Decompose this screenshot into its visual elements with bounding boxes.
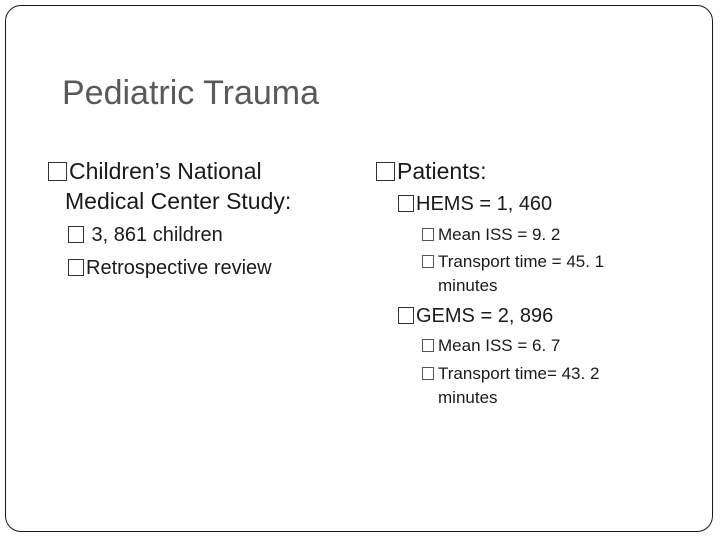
bullet-icon bbox=[398, 195, 414, 212]
sub-bullet-children bbox=[68, 224, 223, 247]
bullet-icon bbox=[422, 255, 434, 268]
detail-hems-transport-text: Transport time = 45. 1 bbox=[438, 252, 605, 271]
bullet-icon bbox=[422, 367, 434, 380]
detail-hems-transport bbox=[422, 252, 604, 272]
bullet-icon bbox=[422, 339, 434, 352]
bullet-icon bbox=[68, 259, 84, 276]
bullet-study-text: Children’s National bbox=[69, 158, 262, 184]
sub-bullet-hems-text: HEMS = 1, 460 bbox=[416, 193, 553, 215]
bullet-icon bbox=[376, 162, 395, 181]
sub-bullet-gems-text: GEMS = 2, 896 bbox=[416, 305, 554, 327]
slide-title: Pediatric Trauma bbox=[62, 74, 319, 112]
bullet-icon bbox=[48, 162, 67, 181]
sub-bullet-gems bbox=[398, 305, 553, 328]
detail-gems-mean-iss-text: Mean ISS = 6. 7 bbox=[438, 336, 561, 355]
bullet-icon bbox=[398, 307, 414, 324]
detail-hems-transport-continued: minutes bbox=[438, 276, 498, 295]
sub-bullet-children-text: 3, 861 children bbox=[86, 224, 223, 246]
detail-gems-transport-continued: minutes bbox=[438, 388, 498, 407]
detail-hems-mean-iss-text: Mean ISS = 9. 2 bbox=[438, 225, 561, 244]
detail-gems-transport bbox=[422, 364, 599, 384]
sub-bullet-hems bbox=[398, 193, 552, 216]
sub-bullet-retrospective-text: Retrospective review bbox=[86, 257, 272, 279]
bullet-study-continued: Medical Center Study: bbox=[65, 188, 292, 214]
bullet-patients bbox=[376, 158, 487, 185]
bullet-study bbox=[48, 158, 262, 185]
detail-gems-mean-iss bbox=[422, 336, 560, 356]
bullet-icon bbox=[422, 228, 434, 241]
detail-hems-mean-iss bbox=[422, 225, 560, 245]
detail-gems-transport-text: Transport time= 43. 2 bbox=[438, 364, 600, 383]
bullet-icon bbox=[68, 226, 84, 243]
bullet-patients-text: Patients: bbox=[397, 158, 487, 184]
sub-bullet-retrospective bbox=[68, 257, 272, 280]
